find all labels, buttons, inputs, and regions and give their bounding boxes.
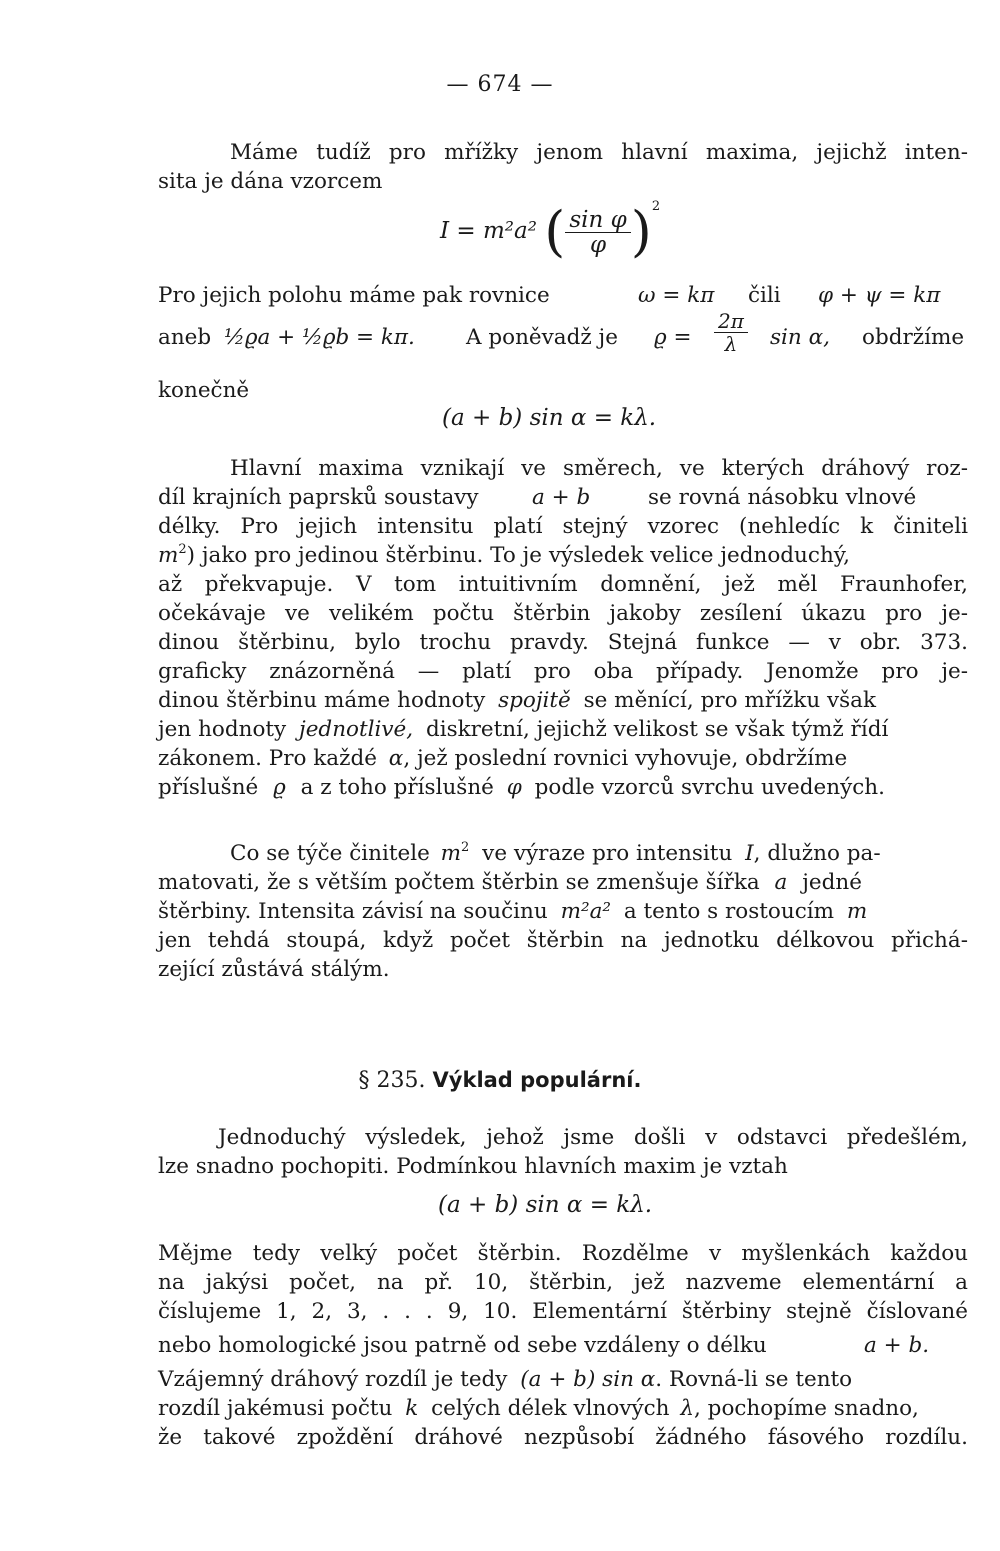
fraction: [565, 208, 630, 257]
math-a-plus-b-sin: (a + b) sin α: [520, 1367, 656, 1392]
numerator: 2π: [714, 310, 748, 333]
text-line: [158, 716, 968, 744]
math-a-plus-b: a + b.: [864, 1333, 930, 1358]
math-a: a: [774, 870, 788, 895]
text-segment: podle vzorců svrchu uvedených.: [534, 775, 885, 800]
text-line: [158, 774, 968, 802]
intensity-formula: [440, 196, 660, 276]
text-line: délky. Pro jejich intensitu platí stejný vzorec (nehledíc k činiteli: [158, 514, 968, 539]
text-segment: aneb: [158, 325, 212, 350]
text-line: [158, 542, 968, 570]
text-line: Mějme tedy velký počet štěrbin. Rozdělme v myšlenkách každou: [158, 1241, 968, 1266]
text-segment: se měnící, pro mřížku však: [583, 688, 877, 713]
text-segment: dinou štěrbinu máme hodnoty: [158, 688, 486, 713]
numerator: sin φ: [565, 208, 630, 233]
text-line: číslujeme 1, 2, 3, . . . 9, 10. Elementární štěrbiny stejně číslované: [158, 1299, 968, 1324]
denominator: φ: [589, 231, 607, 258]
text-segment: nebo homologické jsou patrně od sebe vzdáleny o délku: [158, 1333, 767, 1358]
text-line: že takové zpoždění dráhové nezpůsobí žádného fásového rozdílu.: [158, 1425, 968, 1450]
section-title: Výklad populární.: [432, 1068, 642, 1092]
text-line: [158, 282, 968, 310]
text-segment: A poněvadž je: [466, 325, 618, 350]
text-line: graficky znázorněná — platí pro oba případy. Jenomže pro je-: [158, 659, 968, 684]
section-heading: [0, 1065, 1000, 1096]
text-segment: jedné: [802, 870, 862, 895]
text-segment: obdržíme: [862, 325, 965, 350]
paren-left: (: [544, 200, 566, 263]
fraction: [714, 310, 748, 355]
paren-right: ): [630, 200, 652, 263]
text-segment: a z toho příslušné: [300, 775, 494, 800]
math-alpha: α: [388, 746, 404, 771]
text-segment: , jež poslední rovnici vyhovuje, obdržíme: [403, 746, 848, 771]
text-line: jen tehdá stoupá, když počet štěrbin na jednotku délkovou přichá-: [158, 928, 968, 953]
math-rho-eq: ϱ =: [654, 325, 692, 350]
exponent: 2: [651, 199, 661, 214]
exponent: 2: [461, 840, 470, 855]
text-segment: štěrbiny. Intensita závisí na součinu: [158, 899, 548, 924]
formula-lhs: I = m²a²: [440, 218, 537, 244]
text-line: konečně: [158, 378, 250, 403]
text-line: očekávaje ve velikém počtu štěrbin jakoby zesílení úkazu pro je-: [158, 601, 968, 626]
condition-equation: (a + b) sin α = kλ.: [438, 1192, 653, 1218]
text-segment: rozdíl jakémusi počtu: [158, 1396, 393, 1421]
text-segment: díl krajních paprsků soustavy: [158, 485, 479, 510]
text-segment: Vzájemný dráhový rozdíl je tedy: [158, 1367, 508, 1392]
text-line: až překvapuje. V tom intuitivním domnění, jež měl Fraunhofer,: [158, 572, 968, 597]
text-line: [158, 869, 968, 897]
text-segment: . Rovná-li se tento: [655, 1367, 853, 1392]
math-lambda: λ: [680, 1396, 695, 1421]
math-omega: ω = kπ: [638, 283, 715, 308]
math-rho: ϱ: [273, 775, 286, 800]
text-line: [158, 687, 968, 715]
text-line: [158, 898, 968, 926]
text-line: Jednoduchý výsledek, jehož jsme došli v odstavci předešlém,: [218, 1125, 968, 1150]
main-equation: (a + b) sin α = kλ.: [442, 405, 657, 431]
math-sin-alpha: sin α,: [770, 325, 830, 350]
text-line: [158, 484, 968, 512]
text-segment: jen hodnoty: [158, 717, 287, 742]
text-line: [230, 840, 968, 868]
text-segment: Co se týče činitele: [230, 841, 430, 866]
text-line: lze snadno pochopiti. Podmínkou hlavních maxim je vztah: [158, 1154, 788, 1179]
text-segment: čili: [748, 283, 781, 308]
text-segment: , dlužno pa-: [753, 841, 881, 866]
text-segment: se rovná násobku vlnové: [648, 485, 917, 510]
text-line: [158, 1332, 968, 1360]
math-m: m: [158, 543, 179, 568]
emphasis: jednotlivé,: [299, 717, 414, 742]
text-segment: příslušné: [158, 775, 259, 800]
text-line: na jakýsi počet, na př. 10, štěrbin, jež nazveme elementární a: [158, 1270, 968, 1295]
exponent: 2: [178, 542, 187, 557]
math-m: m: [846, 899, 868, 924]
text-segment: , pochopíme snadno,: [694, 1396, 919, 1421]
section-number: § 235.: [358, 1068, 426, 1093]
text-line: [158, 1366, 968, 1394]
text-line: [158, 1395, 968, 1423]
emphasis: spojitě: [498, 688, 571, 713]
text-segment: ) jako pro jedinou štěrbinu. To je výsledek velice jednoduchý,: [186, 543, 850, 568]
math-k: k: [405, 1396, 419, 1421]
text-segment: Pro jejich polohu máme pak rovnice: [158, 283, 550, 308]
math-m: m: [440, 841, 462, 866]
text-line: sita je dána vzorcem: [158, 169, 383, 194]
math-phi: φ: [506, 775, 522, 800]
text-line: Hlavní maxima vznikají ve směrech, ve kterých dráhový roz-: [230, 456, 968, 481]
text-segment: zákonem. Pro každé: [158, 746, 377, 771]
math-I: I: [745, 841, 754, 866]
math-a-plus-b: a + b: [532, 485, 591, 510]
text-segment: a tento s rostoucím: [623, 899, 835, 924]
text-line: [158, 745, 968, 773]
math-half-sum: ½ϱa + ½ϱb = kπ.: [224, 325, 415, 350]
math-m2a2: m²a²: [560, 899, 612, 924]
text-segment: diskretní, jejichž velikost se však týmž řídí: [425, 717, 889, 742]
page-number: — 674 —: [446, 72, 554, 97]
text-line: zející zůstává stálým.: [158, 957, 390, 982]
denominator: λ: [724, 332, 738, 356]
text-line: Máme tudíž pro mřížky jenom hlavní maxima, jejichž inten-: [230, 140, 968, 165]
text-segment: matovati, že s větším počtem štěrbin se zmenšuje šířka: [158, 870, 760, 895]
text-segment: celých délek vlnových: [431, 1396, 670, 1421]
text-segment: ve výraze pro intensitu: [482, 841, 733, 866]
text-line: dinou štěrbinu, bylo trochu pravdy. Stejná funkce — v obr. 373.: [158, 630, 968, 655]
math-phi-psi: φ + ψ = kπ: [818, 283, 941, 308]
